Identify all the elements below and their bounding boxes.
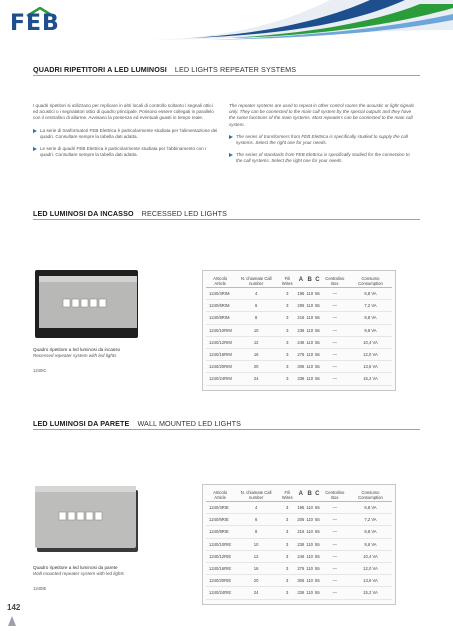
col-header-b: B — [305, 488, 314, 502]
table-cell: 3 — [278, 575, 296, 587]
table-cell: 12 — [234, 336, 278, 348]
table-cell: 13,6 VA — [349, 361, 392, 373]
table-row — [206, 361, 392, 373]
section-title-recessed — [33, 209, 227, 218]
table-cell: — — [321, 361, 349, 373]
intro-text-en — [229, 103, 417, 171]
table-cell: 55 — [314, 373, 321, 385]
product-image-recessed — [33, 266, 140, 342]
col-header-b: B — [305, 274, 314, 288]
caption-en: Recessed repeater system with led lights — [33, 352, 117, 358]
table-cell: 55 — [314, 514, 321, 526]
product-code: 1240IC — [33, 368, 47, 373]
table-row — [206, 575, 392, 587]
table-cell: 110 — [305, 550, 314, 562]
table-cell: 246 — [296, 550, 305, 562]
table-row — [206, 526, 392, 538]
page-marker-icon — [8, 616, 16, 626]
table-cell: — — [321, 538, 349, 550]
section-title-en: LED LIGHTS REPEATER SYSTEMS — [174, 65, 297, 74]
table-cell: — — [321, 336, 349, 348]
spec-table-recessed — [202, 270, 396, 391]
section-title-it: QUADRI RIPETITORI A LED LUMINOSI — [33, 65, 167, 74]
table-cell: 1240/20RIE — [206, 575, 234, 587]
table-cell: 1240/24RIE — [206, 587, 234, 599]
table-cell: — — [321, 288, 349, 300]
table-cell: 10 — [234, 538, 278, 550]
table-cell: 236 — [296, 538, 305, 550]
table-cell: 8 — [234, 526, 278, 538]
table-cell: 1240/10RIM — [206, 324, 234, 336]
table-cell: 1240/6RIE — [206, 514, 234, 526]
logo-text: FEB — [10, 11, 60, 36]
table-cell: 7,2 VA — [349, 514, 392, 526]
feb-logo — [10, 7, 62, 37]
table-cell: 8,8 VA — [349, 526, 392, 538]
table-cell: 55 — [314, 538, 321, 550]
page-number: 142 — [7, 603, 21, 612]
col-header-article: Articolo Article — [206, 488, 234, 502]
table-cell: 3 — [278, 348, 296, 360]
table-row — [206, 336, 392, 348]
bullet-en-2: The series of standards from FEB Elettrica is specifically studied for the connection to the call systems. Select the right one for your needs. — [229, 152, 417, 164]
table-cell: 8,8 VA — [349, 312, 392, 324]
table-cell: 1240/6RIM — [206, 300, 234, 312]
table-cell: — — [321, 312, 349, 324]
table-cell: 13,6 VA — [349, 575, 392, 587]
col-header-consumption: Consumo Consumption — [349, 488, 392, 502]
table-cell: 246 — [296, 336, 305, 348]
table-cell: 9,6 VA — [349, 538, 392, 550]
table-cell: 1240/16RIM — [206, 348, 234, 360]
section-title-it: LED LUMINOSI DA PARETE — [33, 419, 130, 428]
table-cell: 110 — [305, 502, 314, 514]
table-cell: 3 — [278, 514, 296, 526]
table-cell: 3 — [278, 550, 296, 562]
table-cell: 110 — [305, 324, 314, 336]
divider — [33, 75, 420, 76]
section-title-en: RECESSED LED LIGHTS — [141, 209, 228, 218]
table-cell: 110 — [305, 312, 314, 324]
table-cell: 336 — [296, 373, 305, 385]
table-cell: 276 — [296, 348, 305, 360]
table-cell: 1240/16RIE — [206, 562, 234, 574]
table-cell: 3 — [278, 373, 296, 385]
table-cell: 10 — [234, 324, 278, 336]
table-cell: 6 — [234, 514, 278, 526]
table-cell: 276 — [296, 562, 305, 574]
caption-it: Quadro ripetitore a led luminosi da parete — [33, 565, 118, 570]
table-cell: 1240/8RIM — [206, 312, 234, 324]
table-cell: 110 — [305, 526, 314, 538]
table-cell: 9,6 VA — [349, 324, 392, 336]
table-cell: 12,0 VA — [349, 348, 392, 360]
table-cell: 15,2 VA — [349, 587, 392, 599]
table-cell: 6,8 VA — [349, 288, 392, 300]
table-cell: — — [321, 587, 349, 599]
table-cell: 3 — [278, 361, 296, 373]
product-image-wall — [33, 482, 140, 558]
table-cell: 6,8 VA — [349, 502, 392, 514]
col-header-call-number: N. chiamate Call number — [234, 274, 278, 288]
table-cell: — — [321, 502, 349, 514]
table-cell: 55 — [314, 526, 321, 538]
table-cell: 110 — [305, 575, 314, 587]
table-row — [206, 562, 392, 574]
table-cell: 3 — [278, 538, 296, 550]
table-cell: 55 — [314, 336, 321, 348]
table-cell: 55 — [314, 587, 321, 599]
table-cell: 206 — [296, 300, 305, 312]
table-row — [206, 373, 392, 385]
col-header-consumption: Consumo Consumption — [349, 274, 392, 288]
table-cell: — — [321, 300, 349, 312]
bullet-it-2: Le serie di quadri FEB Elettrica è particolarmente studiata per l'abbinamento con i quadri. Consultare sempre la tabella dati adatta. — [33, 146, 218, 158]
col-header-box: Centralino Box — [321, 488, 349, 502]
table-cell: 1240/12RIM — [206, 336, 234, 348]
table-cell: 1240/12RIE — [206, 550, 234, 562]
table-cell: 110 — [305, 587, 314, 599]
col-header-a: A — [296, 274, 305, 288]
table-cell: 10,4 VA — [349, 550, 392, 562]
table-cell: 55 — [314, 575, 321, 587]
product-caption-wall — [33, 565, 183, 576]
table-cell: — — [321, 348, 349, 360]
table-cell: 110 — [305, 288, 314, 300]
table-cell: 110 — [305, 361, 314, 373]
table-header-row — [206, 488, 392, 502]
table-cell: — — [321, 324, 349, 336]
col-header-a: A — [296, 488, 305, 502]
table-cell: 10,4 VA — [349, 336, 392, 348]
col-header-article: Articolo Article — [206, 274, 234, 288]
table-cell: 1240/4RIM — [206, 288, 234, 300]
table-cell: 55 — [314, 348, 321, 360]
table-cell: 236 — [296, 324, 305, 336]
bullet-it-1: La serie di trasformatori FEB Elettrica è particolarmente studiata per l'alimentazione dei quadri. Consultare sempre la tabella dati adatta. — [33, 128, 218, 140]
table-cell: 110 — [305, 300, 314, 312]
table-cell: 3 — [278, 336, 296, 348]
table-cell: — — [321, 514, 349, 526]
table-cell: — — [321, 373, 349, 385]
table-row — [206, 514, 392, 526]
table-cell: — — [321, 550, 349, 562]
header-swoosh — [150, 0, 453, 42]
table-cell: 336 — [296, 587, 305, 599]
table-cell: 306 — [296, 361, 305, 373]
caption-en: Wall mounted repeater system with led lights — [33, 570, 125, 576]
table-cell: 110 — [305, 373, 314, 385]
table-cell: 3 — [278, 562, 296, 574]
page-header — [0, 0, 453, 46]
spec-table-wall — [202, 484, 396, 605]
table-cell: 306 — [296, 575, 305, 587]
table-cell: 55 — [314, 288, 321, 300]
table-cell: 1240/4RIE — [206, 502, 234, 514]
table-cell: 196 — [296, 288, 305, 300]
table-row — [206, 550, 392, 562]
section-title-it: LED LUMINOSI DA INCASSO — [33, 209, 134, 218]
table-cell: 16 — [234, 348, 278, 360]
table-cell: 12,0 VA — [349, 562, 392, 574]
table-cell: 1240/20RIM — [206, 361, 234, 373]
table-cell: 20 — [234, 575, 278, 587]
bullet-en-1: The series of transformers from FEB Elettrica is specifically studied to supply the call systems. Select the right one for your needs. — [229, 134, 417, 146]
table-cell: 55 — [314, 312, 321, 324]
col-header-wires: Fili Wires — [278, 274, 296, 288]
intro-text-it — [33, 103, 218, 164]
table-cell: 55 — [314, 361, 321, 373]
table-cell: 16 — [234, 562, 278, 574]
table-cell: 20 — [234, 361, 278, 373]
section-title-en: WALL MOUNTED LED LIGHTS — [137, 419, 242, 428]
table-cell: 55 — [314, 324, 321, 336]
table-cell: 110 — [305, 348, 314, 360]
table-cell: 55 — [314, 502, 321, 514]
table-cell: 7,2 VA — [349, 300, 392, 312]
table-row — [206, 502, 392, 514]
table-cell: 3 — [278, 288, 296, 300]
section-title-wall — [33, 419, 241, 428]
col-header-box: Centralino Box — [321, 274, 349, 288]
table-cell: 6 — [234, 300, 278, 312]
table-cell: 3 — [278, 587, 296, 599]
table-cell: 206 — [296, 514, 305, 526]
table-cell: 3 — [278, 324, 296, 336]
caption-it: Quadro ripetitore a led luminosi da incasso — [33, 347, 121, 352]
table-cell: 3 — [278, 312, 296, 324]
divider — [33, 219, 420, 220]
table-cell: 55 — [314, 550, 321, 562]
table-header-row — [206, 274, 392, 288]
table-row — [206, 288, 392, 300]
table-cell: 3 — [278, 300, 296, 312]
table-cell: 4 — [234, 288, 278, 300]
table-row — [206, 348, 392, 360]
table-cell: 55 — [314, 562, 321, 574]
table-row — [206, 587, 392, 599]
col-header-c: C — [314, 274, 321, 288]
table-cell: 3 — [278, 502, 296, 514]
table-cell: 196 — [296, 502, 305, 514]
table-cell: — — [321, 562, 349, 574]
table-row — [206, 324, 392, 336]
product-caption-recessed — [33, 347, 183, 358]
table-cell: 3 — [278, 526, 296, 538]
intro-paragraph-it: I quadri ripetitori si utilizzano per replicare in altri locali di controllo soltanto i segnali ottici ed acustici o i segnalatori ottici di quadro principale. Possono essere collegati in parallelo con il centralino di allarme. Avvisano la presenza ed eventuali guasti in tempo reale. — [33, 103, 214, 121]
table-cell: — — [321, 575, 349, 587]
col-header-wires: Fili Wires — [278, 488, 296, 502]
col-header-c: C — [314, 488, 321, 502]
table-cell: 110 — [305, 514, 314, 526]
intro-paragraph-en: The repeater systems are used to repeat in other control rooms the acoustic or light signals only. They can be connected to the main call system by the special outputs and they have the same functions of the main systems. Most repeaters can be connected to the main call system. — [229, 103, 415, 127]
table-cell: 1240/24RIM — [206, 373, 234, 385]
table-cell: 216 — [296, 526, 305, 538]
table-cell: 12 — [234, 550, 278, 562]
table-cell: 110 — [305, 538, 314, 550]
table-row — [206, 538, 392, 550]
table-cell: 110 — [305, 336, 314, 348]
table-cell: 1240/10RIE — [206, 538, 234, 550]
table-cell: 55 — [314, 300, 321, 312]
table-cell: — — [321, 526, 349, 538]
table-cell: 24 — [234, 587, 278, 599]
divider — [33, 429, 420, 430]
table-cell: 1240/8RIE — [206, 526, 234, 538]
table-cell: 110 — [305, 562, 314, 574]
table-row — [206, 312, 392, 324]
table-cell: 24 — [234, 373, 278, 385]
section-title-repeater — [33, 65, 296, 74]
table-cell: 216 — [296, 312, 305, 324]
product-code: 1240IE — [33, 586, 47, 591]
table-cell: 8 — [234, 312, 278, 324]
col-header-call-number: N. chiamate Call number — [234, 488, 278, 502]
table-cell: 4 — [234, 502, 278, 514]
table-row — [206, 300, 392, 312]
table-cell: 15,2 VA — [349, 373, 392, 385]
